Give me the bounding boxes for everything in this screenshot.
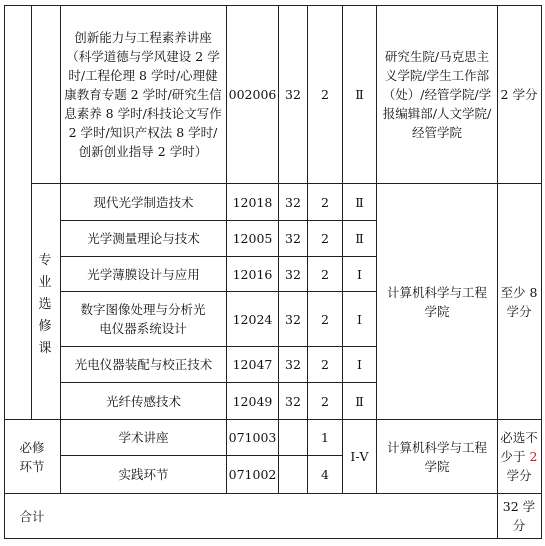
required-label-cell: [8, 420, 56, 493]
required-item-cell: [61, 420, 226, 455]
hours-cell: [279, 6, 307, 183]
rule: [31, 5, 32, 420]
course-code: 12047: [232, 357, 273, 372]
elective-req-cell: [500, 184, 538, 419]
hours: 32: [285, 311, 301, 327]
term: Ⅱ: [355, 393, 364, 409]
elective-label: 专业选修课: [38, 253, 52, 356]
rule: [541, 5, 542, 539]
req-cell: [500, 6, 538, 183]
elective-course-cell: [61, 257, 226, 291]
rule: [4, 538, 541, 539]
elective-hours-cell: [279, 292, 307, 346]
credit: 2: [321, 231, 329, 246]
term: Ⅰ-Ⅴ: [350, 449, 369, 464]
course-code: 002006: [228, 87, 277, 102]
course-code: 12018: [232, 194, 273, 210]
elective-credit-cell: [308, 383, 342, 419]
elective-hours-cell: [279, 347, 307, 382]
elective-course-cell: [76, 292, 210, 346]
credit: 2: [321, 87, 329, 102]
elective-term-cell: [343, 184, 376, 220]
course-code: 12049: [232, 393, 273, 409]
elective-code-cell: [227, 347, 278, 382]
course-code: 12024: [232, 311, 273, 327]
rule: [376, 5, 377, 494]
elective-course-cell: [61, 383, 226, 419]
elective-course-cell: [61, 184, 226, 220]
hours: 32: [285, 357, 301, 372]
term: Ⅱ: [355, 194, 364, 210]
req-text-b: 学分: [506, 468, 532, 483]
course-code: 12005: [232, 231, 273, 246]
elective-term-cell: [343, 383, 376, 419]
item-name: 实践环节: [118, 467, 169, 482]
required-term-cell: [343, 420, 376, 493]
hours: 32: [285, 194, 301, 210]
total-credits: 32 学分: [502, 499, 536, 533]
elective-code-cell: [227, 292, 278, 346]
elective-term-cell: [343, 257, 376, 291]
required-dept-cell: [381, 420, 493, 493]
credit: 2: [321, 194, 329, 210]
rule: [497, 5, 498, 539]
course-name: 光纤传感技术: [105, 393, 181, 409]
hours: 32: [285, 87, 301, 102]
req-text-a: 必选不少于: [500, 430, 538, 464]
elective-hours-cell: [279, 383, 307, 419]
req-number: 2: [529, 449, 538, 464]
credit: 2: [321, 311, 329, 327]
hours: 32: [285, 393, 301, 409]
elective-credit-cell: [308, 257, 342, 291]
department: 计算机科学与工程学院: [386, 439, 487, 474]
elective-credit-cell: [308, 184, 342, 220]
term: Ⅰ: [357, 266, 362, 282]
required-item-cell: [61, 456, 226, 493]
elective-course-cell: [61, 347, 226, 382]
required-label: 必修环节: [19, 439, 45, 474]
total-req-cell: [500, 494, 538, 538]
term: Ⅱ: [355, 87, 364, 102]
elective-credit-cell: [308, 221, 342, 256]
credit: 4: [321, 467, 329, 482]
required-credit-cell: [308, 456, 342, 493]
elective-label-cell: [34, 240, 56, 370]
total-label: 合计: [19, 508, 45, 524]
elective-code-cell: [227, 383, 278, 419]
elective-term-cell: [343, 347, 376, 382]
course-name-cell: [63, 6, 223, 183]
course-name: 创新能力与工程素养讲座（科学道德与学风建设 2 学时/工程伦理 8 学时/心理健康教育专题 2 学时/研究生信息素养 8 学时/科技论文写作 2 学时/知识产权法 8 学时/创新创业指导 2 学时）: [64, 30, 222, 159]
elective-hours-cell: [279, 221, 307, 256]
required-code-cell: [227, 456, 278, 493]
elective-hours-cell: [279, 184, 307, 220]
required-code-cell: [227, 420, 278, 455]
credit-requirement: [500, 428, 538, 485]
elective-credit-cell: [308, 347, 342, 382]
item-name: 学术讲座: [118, 430, 169, 445]
dept-cell: [381, 6, 493, 183]
elective-code-cell: [227, 184, 278, 220]
term: Ⅱ: [355, 231, 364, 246]
credit: 1: [321, 430, 329, 445]
course-code: 12016: [232, 266, 273, 282]
credit-cell: [308, 6, 342, 183]
elective-credit-cell: [308, 292, 342, 346]
hours: 32: [285, 266, 301, 282]
total-label-cell: [8, 494, 56, 538]
elective-course-cell: [61, 221, 226, 256]
course-name: 光电仪器装配与校正技术: [74, 357, 213, 372]
course-name: 光学薄膜设计与应用: [87, 266, 200, 282]
credit: 2: [321, 393, 329, 409]
hours: 32: [285, 231, 301, 246]
required-credit-cell: [308, 420, 342, 455]
item-code: 071002: [228, 467, 277, 482]
elective-code-cell: [227, 221, 278, 256]
rule: [4, 493, 541, 494]
item-code: 071003: [228, 430, 277, 445]
term: Ⅰ: [357, 311, 362, 327]
elective-code-cell: [227, 257, 278, 291]
credit-requirement: 2 学分: [500, 87, 538, 102]
department: 计算机科学与工程学院: [386, 284, 487, 319]
elective-term-cell: [343, 221, 376, 256]
department: 研究生院/马克思主义学院/学生工作部（处）/经管学院/学报编辑部/人文学院/经管学院: [382, 49, 492, 140]
credit-requirement: 至少 8 学分: [500, 284, 538, 319]
elective-dept-cell: [381, 184, 493, 419]
course-name: 现代光学制造技术: [93, 194, 194, 210]
elective-hours-cell: [279, 257, 307, 291]
term: Ⅰ: [357, 357, 362, 372]
rule: [4, 5, 5, 539]
course-name: 光学测量理论与技术: [87, 231, 200, 246]
credit: 2: [321, 266, 329, 282]
elective-term-cell: [343, 292, 376, 346]
course-name: 数字图像处理与分析光电仪器系统设计: [80, 302, 206, 336]
required-req-cell: [500, 420, 538, 493]
course-code-cell: [227, 6, 278, 183]
credit: 2: [321, 357, 329, 372]
term-cell: [343, 6, 376, 183]
